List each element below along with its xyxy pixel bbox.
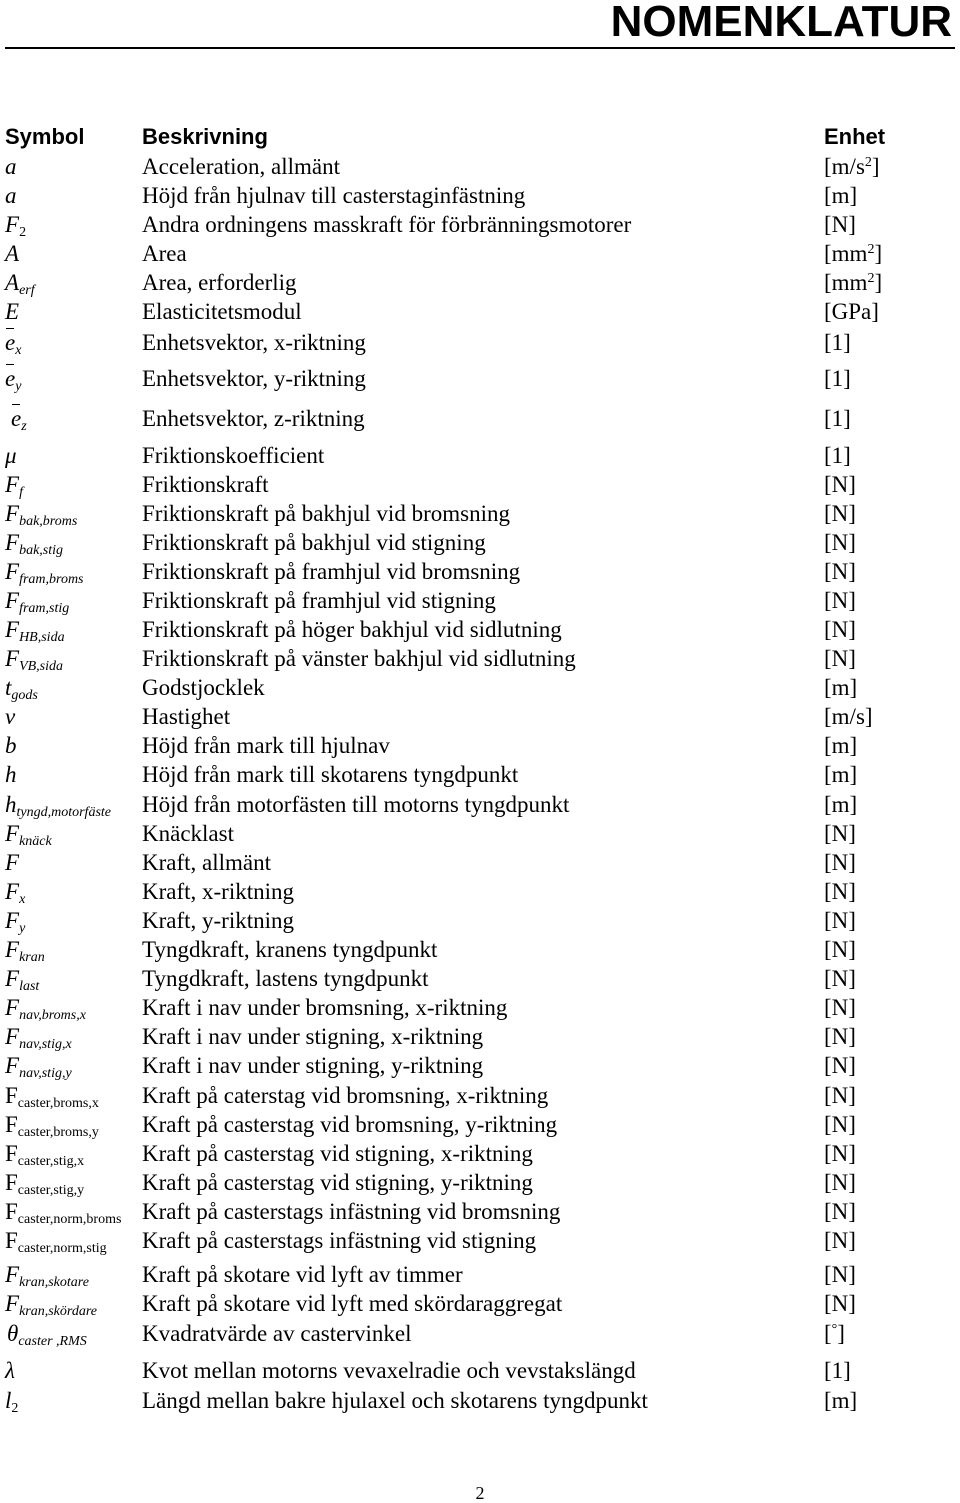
symbol-base: A: [5, 270, 20, 295]
symbol: [5, 935, 45, 964]
description: Hastighet: [142, 704, 231, 729]
header-description: Beskrivning: [142, 124, 268, 149]
symbol: [5, 328, 21, 357]
nomenclature-row: [0, 1110, 960, 1139]
symbol-sub: caster,stig,x: [17, 1154, 85, 1169]
unit: [824, 877, 856, 906]
unit: [824, 528, 856, 557]
symbol: [5, 1139, 84, 1168]
unit-text: [m]: [824, 183, 858, 208]
unit-text: [N]: [824, 995, 856, 1020]
symbol-base: h: [5, 792, 17, 817]
unit-text: [N]: [824, 212, 856, 237]
unit-text: [mm: [824, 270, 868, 295]
description: Acceleration, allmänt: [142, 154, 340, 179]
unit-text: [m]: [824, 675, 858, 700]
unit: [824, 586, 856, 615]
page-title: NOMENKLATUR: [610, 0, 952, 46]
symbol: [5, 1260, 89, 1289]
nomenclature-row: [0, 1051, 960, 1080]
symbol: [5, 848, 19, 877]
symbol: [5, 1226, 107, 1255]
symbol: [5, 441, 17, 470]
unit-text: [N]: [824, 1228, 856, 1253]
description: Area, erforderlig: [142, 270, 297, 295]
symbol-base: F: [5, 1112, 18, 1137]
unit: [824, 906, 856, 935]
unit-text: [1]: [824, 406, 851, 431]
symbol: [5, 964, 39, 993]
description: Kraft på skotare vid lyft av timmer: [142, 1262, 463, 1287]
symbol-sub: HB,sida: [19, 630, 65, 645]
symbol-sub: caster,norm,stig: [17, 1241, 107, 1256]
description: Kraft på casterstag vid stigning, y-riktning: [142, 1170, 533, 1195]
symbol-sub: nav,stig,x: [19, 1037, 72, 1052]
unit: [824, 1289, 856, 1318]
unit: [824, 1139, 856, 1168]
unit-text: [N]: [824, 908, 856, 933]
unit-text: [N]: [824, 1112, 856, 1137]
symbol-base: θ: [7, 1321, 19, 1346]
symbol-base: F: [5, 850, 20, 875]
symbol-base: F: [5, 588, 20, 613]
symbol: [5, 210, 26, 239]
symbol-base: F: [5, 1024, 20, 1049]
nomenclature-row: [0, 790, 960, 819]
description: Kraft på caterstag vid bromsning, x-riktning: [142, 1083, 549, 1108]
symbol-base: F: [5, 1291, 20, 1316]
unit: [824, 760, 857, 789]
symbol-sub: z: [21, 419, 27, 434]
symbol: [5, 1051, 72, 1080]
symbol-base: e: [5, 366, 16, 391]
unit: [824, 1110, 856, 1139]
description: Friktionskraft på bakhjul vid stigning: [142, 530, 486, 555]
nomenclature-row: [0, 964, 960, 993]
symbol-base: e: [11, 406, 22, 431]
description: Friktionskraft på framhjul vid bromsning: [142, 559, 521, 584]
unit: [824, 1226, 856, 1255]
symbol-base: l: [5, 1388, 12, 1413]
symbol-sub: kran,skördare: [19, 1304, 97, 1319]
description: Friktionskraft på vänster bakhjul vid sidlutning: [142, 646, 576, 671]
unit-text: [N]: [824, 501, 856, 526]
page-number: 2: [475, 1483, 485, 1503]
symbol: [5, 152, 17, 181]
unit: [824, 1356, 851, 1385]
unit-text: [GPa]: [824, 299, 879, 324]
description: Höjd från mark till skotarens tyngdpunkt: [142, 762, 519, 787]
symbol-base: F: [5, 1199, 18, 1224]
symbol: [5, 615, 65, 644]
unit-text: [N]: [824, 1141, 856, 1166]
nomenclature-row: [0, 404, 960, 433]
nomenclature-row: [0, 152, 960, 181]
description: Andra ordningens masskraft för förbränningsmotorer: [142, 212, 632, 237]
nomenclature-row: [0, 557, 960, 586]
description: Godstjocklek: [142, 675, 265, 700]
symbol-sub: kran,skotare: [19, 1275, 89, 1290]
symbol-base: λ: [5, 1358, 15, 1383]
symbol-base: a: [5, 154, 17, 179]
nomenclature-row: [0, 1139, 960, 1168]
nomenclature-row: [0, 586, 960, 615]
unit-end: ]: [871, 154, 880, 179]
unit: [824, 152, 880, 181]
unit-text: [N]: [824, 821, 856, 846]
symbol: [5, 993, 86, 1022]
symbol-base: h: [5, 762, 17, 787]
symbol-base: F: [5, 212, 20, 237]
symbol-base: F: [5, 937, 20, 962]
symbol-sub: bak,broms: [19, 514, 78, 529]
description: Kraft, allmänt: [142, 850, 272, 875]
header-symbol: Symbol: [5, 124, 85, 149]
symbol-base: F: [5, 1262, 20, 1287]
unit-text: [1]: [824, 366, 851, 391]
nomenclature-row: [0, 1260, 960, 1289]
nomenclature-row: [0, 1168, 960, 1197]
nomenclature-row: [0, 877, 960, 906]
description: Höjd från motorfästen till motorns tyngdpunkt: [142, 792, 570, 817]
symbol-sub: caster ,RMS: [18, 1334, 87, 1349]
symbol-sub: bak,stig: [19, 543, 64, 558]
nomenclature-row: [0, 1319, 960, 1348]
unit-text: [1]: [824, 1358, 851, 1383]
unit-sup: 2: [867, 271, 875, 286]
unit-sup: 2: [864, 155, 872, 170]
nomenclature-row: [0, 364, 960, 393]
unit-text: [N]: [824, 1083, 856, 1108]
description: Kraft, y-riktning: [142, 908, 295, 933]
nomenclature-row: [0, 1226, 960, 1255]
unit-text: [N]: [824, 966, 856, 991]
symbol-base: F: [5, 1083, 18, 1108]
symbol: [5, 1110, 99, 1139]
nomenclature-row: [0, 731, 960, 760]
nomenclature-row: [0, 760, 960, 789]
unit: [824, 404, 851, 433]
symbol-base: F: [5, 995, 20, 1020]
unit-text: [m]: [824, 792, 858, 817]
nomenclature-row: [0, 673, 960, 702]
nomenclature-row: [0, 1289, 960, 1318]
description: Kraft i nav under bromsning, x-riktning: [142, 995, 508, 1020]
symbol: [5, 877, 25, 906]
nomenclature-row: [0, 644, 960, 673]
nomenclature-row: [0, 470, 960, 499]
symbol: [5, 268, 35, 297]
description: Kvadratvärde av castervinkel: [142, 1321, 412, 1346]
unit: [824, 1168, 856, 1197]
symbol-sub: f: [19, 485, 23, 500]
unit-text: [N]: [824, 850, 856, 875]
nomenclature-row: [0, 819, 960, 848]
nomenclature-row: [0, 993, 960, 1022]
unit: [824, 1022, 856, 1051]
symbol-sub: VB,sida: [19, 659, 64, 674]
description: Enhetsvektor, x-riktning: [142, 330, 366, 355]
nomenclature-row: [0, 239, 960, 268]
description: Kraft på casterstags infästning vid bromsning: [142, 1199, 561, 1224]
unit: [824, 1197, 856, 1226]
symbol-sub: caster,norm,broms: [17, 1212, 122, 1227]
unit: [824, 1319, 845, 1348]
unit-text: [N]: [824, 1262, 856, 1287]
unit-text: [N]: [824, 617, 856, 642]
description: Tyngdkraft, kranens tyngdpunkt: [142, 937, 438, 962]
unit-text: [m/s: [824, 154, 865, 179]
title-rule: [5, 47, 955, 49]
symbol-sub: caster,broms,y: [17, 1125, 99, 1140]
unit-text: [: [824, 1321, 832, 1346]
symbol: [11, 404, 27, 433]
symbol-sub: last: [19, 979, 40, 994]
description: Area: [142, 241, 187, 266]
unit: [824, 181, 857, 210]
symbol: [5, 819, 52, 848]
nomenclature-row: [0, 441, 960, 470]
symbol: [5, 906, 25, 935]
unit: [824, 328, 851, 357]
symbol-base: t: [5, 675, 12, 700]
unit-text: [1]: [824, 443, 851, 468]
symbol: [5, 586, 69, 615]
unit: [824, 993, 856, 1022]
symbol-sub: gods: [11, 688, 38, 703]
unit-text: [m/s]: [824, 704, 873, 729]
symbol: [5, 499, 77, 528]
symbol: [5, 528, 63, 557]
symbol: [5, 239, 19, 268]
symbol-base: F: [5, 879, 20, 904]
symbol: [5, 364, 21, 393]
symbol-base: F: [5, 1170, 18, 1195]
description: Friktionskoefficient: [142, 443, 325, 468]
nomenclature-row: [0, 297, 960, 326]
nomenclature-row: [0, 1386, 960, 1415]
nomenclature-row: [0, 181, 960, 210]
unit: [824, 702, 873, 731]
symbol: [5, 1289, 97, 1318]
symbol-base: v: [5, 704, 16, 729]
symbol-base: F: [5, 530, 20, 555]
symbol-base: a: [5, 183, 17, 208]
symbol: [5, 1197, 121, 1226]
symbol-sub: fram,stig: [19, 601, 70, 616]
unit-text: [N]: [824, 937, 856, 962]
unit: [824, 210, 856, 239]
nomenclature-row: [0, 935, 960, 964]
nomenclature-row: [0, 906, 960, 935]
symbol-sub: caster,stig,y: [17, 1183, 85, 1198]
symbol: [5, 702, 15, 731]
unit: [824, 1081, 856, 1110]
unit: [824, 557, 856, 586]
nomenclature-row: [0, 1081, 960, 1110]
description: Kraft, x-riktning: [142, 879, 295, 904]
unit-sup: °: [831, 1322, 838, 1337]
symbol-sub: y: [15, 379, 22, 394]
description: Höjd från hjulnav till casterstaginfästning: [142, 183, 526, 208]
symbol: [5, 1081, 99, 1110]
symbol-base: F: [5, 1141, 18, 1166]
description: Kraft i nav under stigning, y-riktning: [142, 1053, 484, 1078]
unit-text: [N]: [824, 530, 856, 555]
description: Kraft på skotare vid lyft med skördaraggregat: [142, 1291, 563, 1316]
symbol: [5, 1022, 72, 1051]
unit: [824, 1386, 857, 1415]
unit: [824, 819, 856, 848]
symbol-sub: knäck: [19, 834, 52, 849]
symbol-base: F: [5, 966, 20, 991]
description: Friktionskraft: [142, 472, 269, 497]
description: Elasticitetsmodul: [142, 299, 302, 324]
symbol: [5, 470, 23, 499]
unit-sup: 2: [867, 242, 875, 257]
symbol-sub: 2: [11, 1401, 19, 1416]
unit-text: [m]: [824, 1388, 858, 1413]
nomenclature-row: [0, 848, 960, 877]
description: Kraft i nav under stigning, x-riktning: [142, 1024, 484, 1049]
unit-text: [N]: [824, 588, 856, 613]
symbol-base: E: [5, 299, 20, 324]
nomenclature-row: [0, 1356, 960, 1385]
symbol-sub: nav,stig,y: [19, 1066, 72, 1081]
nomenclature-row: [0, 1197, 960, 1226]
symbol: [5, 1386, 18, 1415]
description: Friktionskraft på framhjul vid stigning: [142, 588, 496, 613]
symbol-base: F: [5, 472, 20, 497]
unit-end: ]: [837, 1321, 845, 1346]
nomenclature-row: [0, 528, 960, 557]
unit-text: [N]: [824, 646, 856, 671]
unit: [824, 470, 856, 499]
description: Friktionskraft på bakhjul vid bromsning: [142, 501, 510, 526]
symbol-sub: nav,broms,x: [19, 1008, 86, 1023]
nomenclature-row: [0, 615, 960, 644]
symbol-base: F: [5, 908, 20, 933]
unit: [824, 964, 856, 993]
unit: [824, 615, 856, 644]
unit: [824, 1260, 856, 1289]
symbol-sub: 2: [19, 225, 27, 240]
symbol: [5, 760, 17, 789]
symbol-sub: x: [19, 892, 26, 907]
nomenclature-row: [0, 1022, 960, 1051]
unit: [824, 673, 857, 702]
symbol: [5, 673, 38, 702]
symbol: [5, 1168, 84, 1197]
symbol-base: F: [5, 1228, 18, 1253]
unit: [824, 848, 856, 877]
description: Kraft på casterstag vid stigning, x-riktning: [142, 1141, 533, 1166]
unit: [824, 268, 882, 297]
unit-text: [N]: [824, 879, 856, 904]
header-unit: Enhet: [824, 124, 886, 149]
unit: [824, 297, 879, 326]
nomenclature-row: [0, 702, 960, 731]
symbol-sub: tyngd,motorfäste: [16, 805, 111, 820]
unit: [824, 239, 882, 268]
symbol: [5, 644, 63, 673]
symbol-sub: fram,broms: [19, 572, 84, 587]
nomenclature-row: [0, 328, 960, 357]
symbol-base: A: [5, 241, 20, 266]
unit-text: [N]: [824, 1199, 856, 1224]
unit: [824, 731, 857, 760]
symbol: [5, 297, 19, 326]
unit-text: [mm: [824, 241, 868, 266]
unit: [824, 441, 851, 470]
nomenclature-row: [0, 210, 960, 239]
symbol-sub: x: [15, 343, 22, 358]
symbol-sub: caster,broms,x: [17, 1096, 99, 1111]
nomenclature-row: [0, 268, 960, 297]
unit: [824, 499, 856, 528]
symbol: [5, 1356, 15, 1385]
unit-text: [N]: [824, 472, 856, 497]
unit: [824, 364, 851, 393]
description: Kvot mellan motorns vevaxelradie och vevstakslängd: [142, 1358, 636, 1383]
symbol: [5, 557, 84, 586]
nomenclature-row: [0, 499, 960, 528]
symbol-base: b: [5, 733, 17, 758]
description: Friktionskraft på höger bakhjul vid sidlutning: [142, 617, 562, 642]
unit: [824, 644, 856, 673]
description: Längd mellan bakre hjulaxel och skotarens tyngdpunkt: [142, 1388, 648, 1413]
description: Höjd från mark till hjulnav: [142, 733, 390, 758]
unit-text: [m]: [824, 762, 858, 787]
symbol: [5, 731, 17, 760]
unit-end: ]: [874, 270, 883, 295]
symbol-base: F: [5, 821, 20, 846]
symbol-base: e: [5, 330, 16, 355]
symbol-base: μ: [5, 443, 17, 468]
symbol-base: F: [5, 501, 20, 526]
symbol-base: F: [5, 1053, 20, 1078]
description: Knäcklast: [142, 821, 234, 846]
symbol: [5, 181, 17, 210]
symbol: [5, 790, 111, 819]
unit-text: [N]: [824, 1024, 856, 1049]
description: Enhetsvektor, y-riktning: [142, 366, 366, 391]
unit: [824, 935, 856, 964]
symbol-base: F: [5, 559, 20, 584]
unit: [824, 790, 857, 819]
unit-text: [m]: [824, 733, 858, 758]
unit-text: [N]: [824, 1291, 856, 1316]
description: Tyngdkraft, lastens tyngdpunkt: [142, 966, 429, 991]
symbol-sub: kran: [19, 950, 45, 965]
symbol: [7, 1319, 87, 1348]
description: Enhetsvektor, z-riktning: [142, 406, 365, 431]
symbol-sub: erf: [19, 283, 35, 298]
unit: [824, 1051, 856, 1080]
symbol-base: F: [5, 646, 20, 671]
symbol-sub: y: [19, 921, 26, 936]
unit-text: [N]: [824, 1053, 856, 1078]
description: Kraft på casterstags infästning vid stigning: [142, 1228, 537, 1253]
description: Kraft på casterstag vid bromsning, y-riktning: [142, 1112, 558, 1137]
unit-end: ]: [874, 241, 883, 266]
unit-text: [N]: [824, 1170, 856, 1195]
unit-text: [1]: [824, 330, 851, 355]
symbol-base: F: [5, 617, 20, 642]
unit-text: [N]: [824, 559, 856, 584]
